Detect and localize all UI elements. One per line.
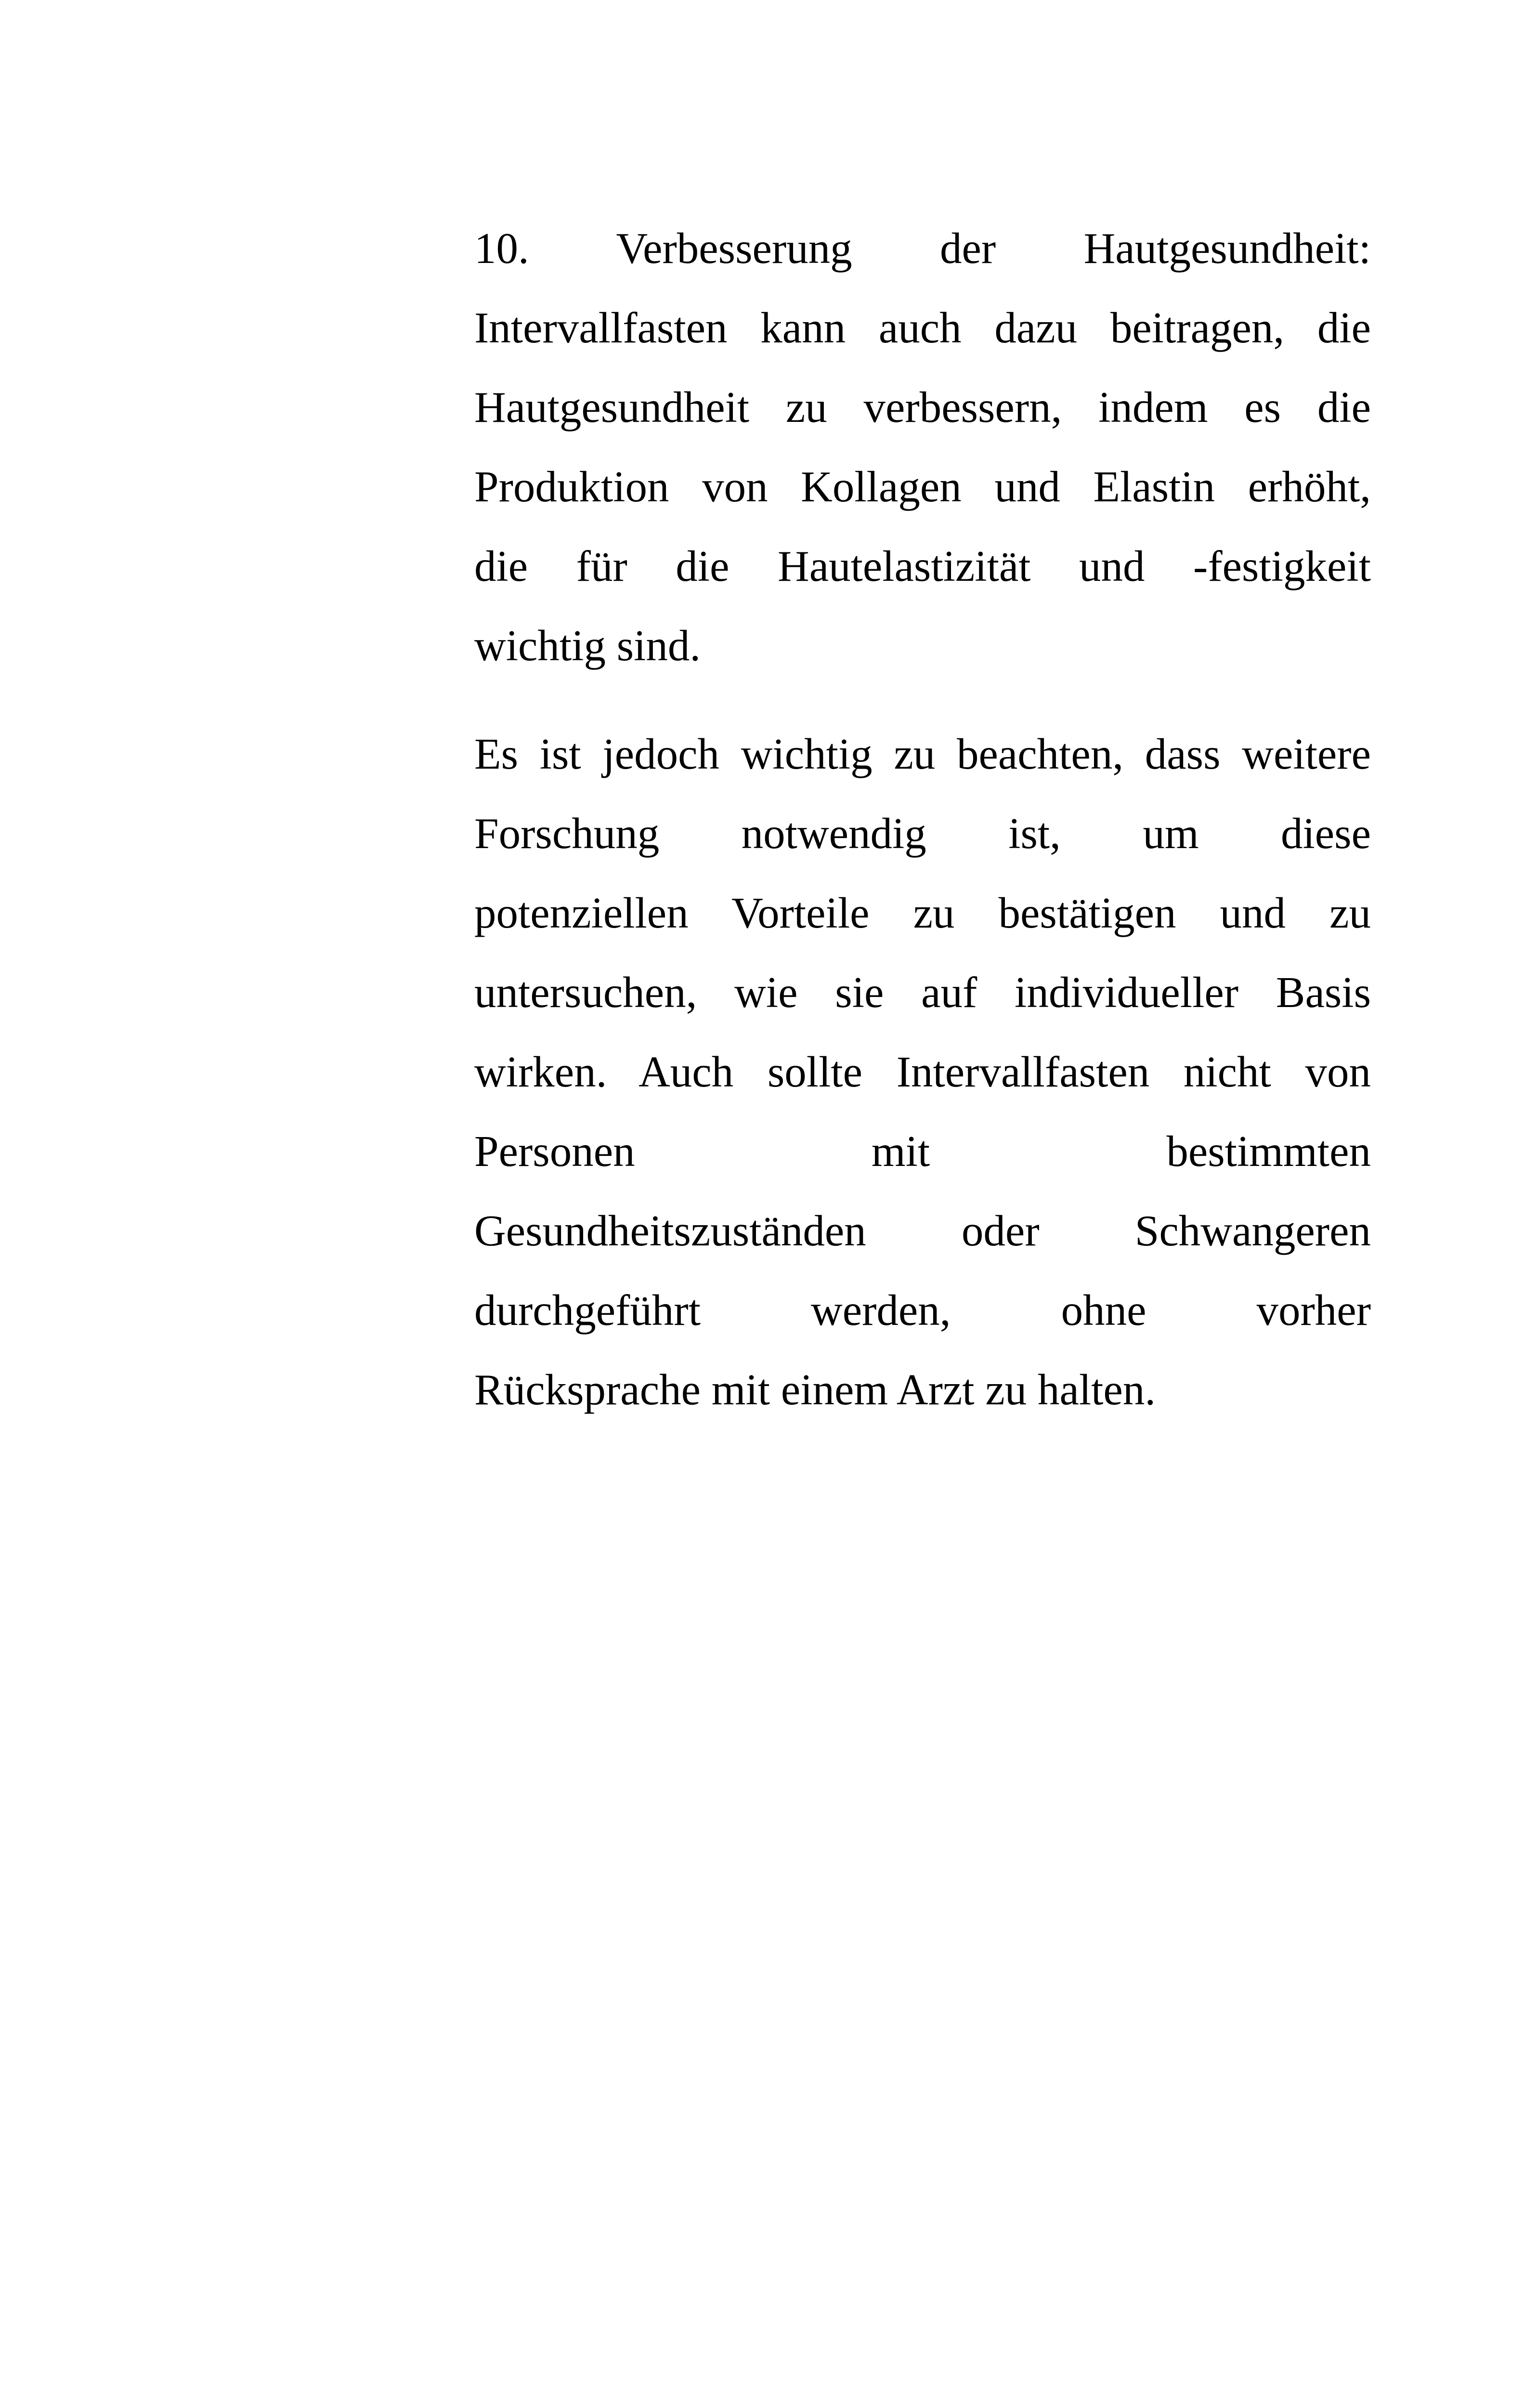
text-line: Forschung notwendig ist, um diese bbox=[474, 809, 1371, 858]
text-line: durchgeführt werden, ohne vorher bbox=[474, 1286, 1371, 1335]
text-line: die für die Hautelastizität und -festigkeit bbox=[474, 542, 1371, 590]
text-line: Intervallfasten kann auch dazu beitragen, die bbox=[474, 303, 1371, 352]
text-line: Gesundheitszuständen oder Schwangeren bbox=[474, 1206, 1371, 1255]
closing-paragraph bbox=[474, 714, 1371, 1429]
text-line: Produktion von Kollagen und Elastin erhöht, bbox=[474, 462, 1371, 511]
text-line: Hautgesundheit zu verbessern, indem es die bbox=[474, 383, 1371, 432]
text-line: wirken. Auch sollte Intervallfasten nicht von bbox=[474, 1047, 1371, 1096]
text-line: Personen mit bestimmten bbox=[474, 1127, 1371, 1176]
text-line: wichtig sind. bbox=[474, 621, 701, 670]
paragraph-spacer bbox=[474, 685, 1371, 714]
body-text bbox=[474, 209, 1371, 1429]
text-line: Rücksprache mit einem Arzt zu halten. bbox=[474, 1365, 1156, 1414]
text-line: Es ist jedoch wichtig zu beachten, dass weitere bbox=[474, 730, 1371, 778]
text-line: 10. Verbesserung der Hautgesundheit: bbox=[474, 224, 1371, 273]
list-item-hautgesundheit bbox=[474, 209, 1371, 685]
text-line: potenziellen Vorteile zu bestätigen und zu bbox=[474, 889, 1371, 937]
text-line: untersuchen, wie sie auf individueller Basis bbox=[474, 968, 1371, 1017]
